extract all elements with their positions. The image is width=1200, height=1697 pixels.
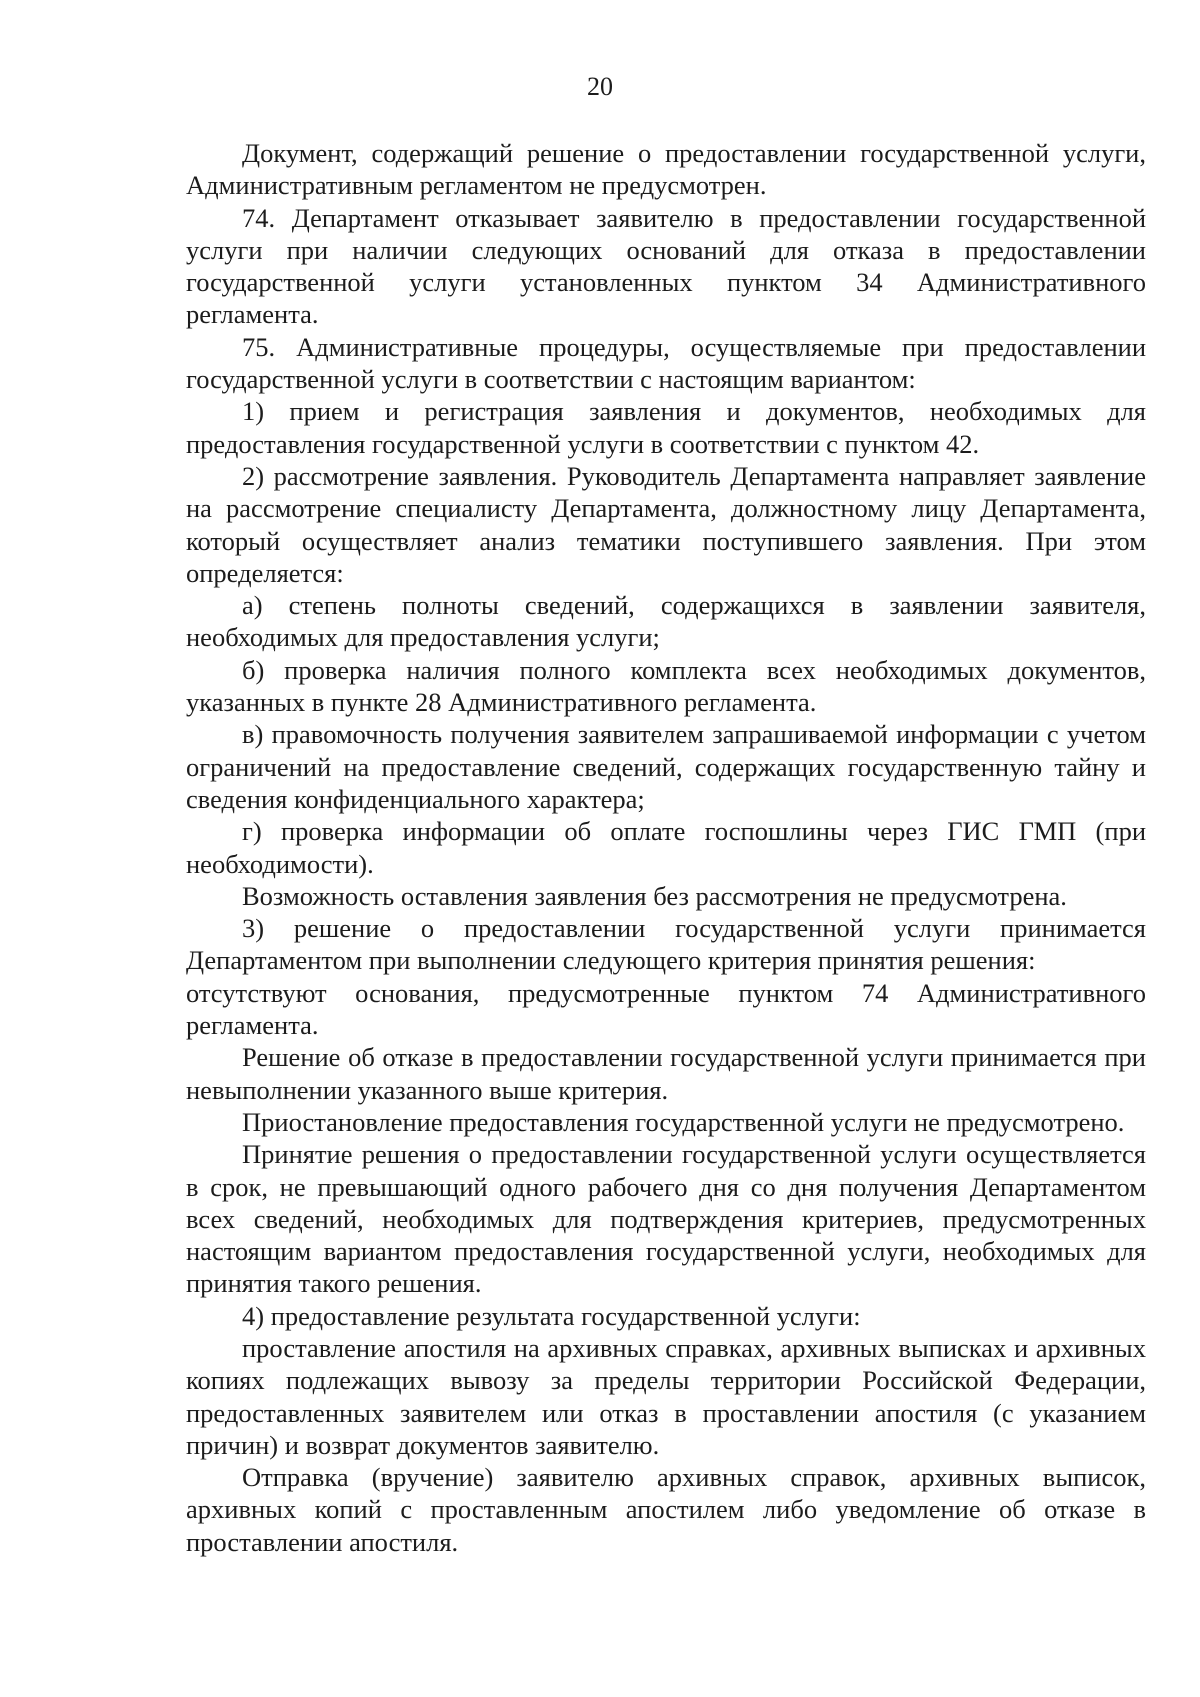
paragraph: Принятие решения о предоставлении государственной услуги осуществляется в срок, не превышающий одного рабочего дня со дня получения Департаментом всех сведений, необходимых для подтверждения критериев, предусмотренных настоящим вариантом предоставления государственной услуги, необходимых для принятия такого решения.	[186, 1139, 1146, 1299]
paragraph: Решение об отказе в предоставлении государственной услуги принимается при невыполнении указанного выше критерия.	[186, 1042, 1146, 1105]
paragraph: г) проверка информации об оплате госпошлины через ГИС ГМП (при необходимости).	[186, 816, 1146, 879]
paragraph: проставление апостиля на архивных справках, архивных выписках и архивных копиях подлежащих вывозу за пределы территории Российской Федерации, предоставленных заявителем или отказ в проставлении апостиля (с указанием причин) и возврат документов заявителю.	[186, 1332, 1146, 1460]
paragraph: отсутствуют основания, предусмотренные пунктом 74 Административного регламента.	[186, 977, 1146, 1041]
paragraph: 75. Административные процедуры, осуществляемые при предоставлении государственной услуги в соответствии с настоящим вариантом:	[186, 331, 1146, 395]
paragraph: 3) решение о предоставлении государственной услуги принимается Департаментом при выполнении следующего критерия принятия решения:	[186, 913, 1146, 976]
paragraph: а) степень полноты сведений, содержащихся в заявлении заявителя, необходимых для предоставления услуги;	[186, 590, 1146, 653]
paragraph: Возможность оставления заявления без рассмотрения не предусмотрена.	[242, 880, 1067, 911]
paragraph: 2) рассмотрение заявления. Руководитель Департамента направляет заявление на рассмотрение специалисту Департамента, должностному лицу Департамента, который осуществляет анализ тематики поступившего заявления. При этом определяется:	[186, 460, 1146, 588]
paragraph: 4) предоставление результата государственной услуги:	[242, 1300, 861, 1331]
paragraph: в) правомочность получения заявителем запрашиваемой информации с учетом ограничений на предоставление сведений, содержащих государственную тайну и сведения конфиденциального характера;	[186, 719, 1146, 814]
paragraph: б) проверка наличия полного комплекта всех необходимых документов, указанных в пункте 28 Административного регламента.	[186, 654, 1146, 718]
paragraph: Приостановление предоставления государственной услуги не предусмотрено.	[242, 1106, 1125, 1137]
paragraph: 1) прием и регистрация заявления и документов, необходимых для предоставления государственной услуги в соответствии с пунктом 42.	[186, 396, 1146, 459]
page-number: 20	[587, 72, 613, 101]
paragraph: Отправка (вручение) заявителю архивных справок, архивных выписок, архивных копий с проставленным апостилем либо уведомление об отказе в проставлении апостиля.	[186, 1462, 1146, 1557]
paragraph: 74. Департамент отказывает заявителю в предоставлении государственной услуги при наличии следующих оснований для отказа в предоставлении государственной услуги установленных пунктом 34 Административного регламента.	[186, 202, 1146, 330]
document-body	[186, 137, 1146, 1558]
paragraph: Документ, содержащий решение о предоставлении государственной услуги, Административным регламентом не предусмотрен.	[186, 138, 1146, 201]
